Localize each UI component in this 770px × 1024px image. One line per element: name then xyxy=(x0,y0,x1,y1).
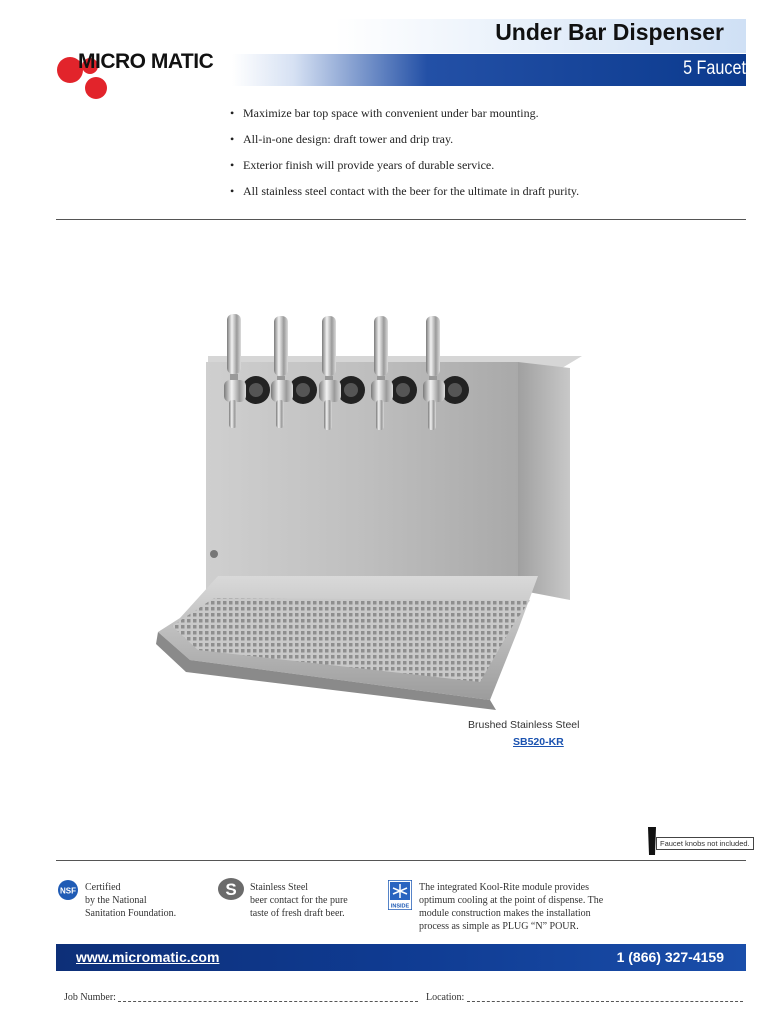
page-subtitle: 5 Faucet xyxy=(683,58,746,79)
knob-note: Faucet knobs not included. xyxy=(656,837,754,850)
dispenser-product-image xyxy=(150,300,590,710)
feature-item: • All stainless steel contact with the beer for the ultimate in draft purity. xyxy=(230,184,579,210)
certification-stainless: Stainless Steel beer contact for the pure taste of fresh draft beer. xyxy=(250,882,348,919)
faucet-knob-icon xyxy=(648,827,656,855)
svg-text:NSF: NSF xyxy=(60,886,76,896)
feature-list xyxy=(230,106,579,210)
nsf-icon xyxy=(58,880,78,900)
job-number-label: Job Number: xyxy=(64,992,116,1003)
phone-number: 1 (866) 327-4159 xyxy=(616,949,724,965)
divider xyxy=(56,219,746,220)
location-label: Location: xyxy=(426,992,465,1003)
brand-name: MICRO MATIC xyxy=(78,50,214,73)
svg-text:S: S xyxy=(225,880,237,899)
feature-item: • Maximize bar top space with convenient under bar mounting. xyxy=(230,106,579,132)
job-number-field[interactable] xyxy=(64,992,418,1003)
feature-item: • Exterior finish will provide years of durable service. xyxy=(230,158,579,184)
location-field[interactable] xyxy=(426,992,743,1003)
svg-text:INSIDE: INSIDE xyxy=(390,903,410,910)
website-link[interactable]: www.micromatic.com xyxy=(76,949,220,965)
divider xyxy=(56,860,746,861)
page-title: Under Bar Dispenser xyxy=(495,19,724,45)
job-number-blank[interactable] xyxy=(118,1001,418,1002)
certification-nsf: Certified by the National Sanitation Foundation. xyxy=(85,882,177,919)
kool-rite-inside-icon xyxy=(388,880,412,910)
finish-caption: Brushed Stainless Steel xyxy=(468,719,580,731)
stainless-s-icon xyxy=(218,878,244,900)
location-blank[interactable] xyxy=(467,1001,743,1002)
kool-rite-description: The integrated Kool-Rite module provides optimum cooling at the point of dispense. The module construction makes the installation process as simple as PLUG “N” POUR. xyxy=(419,882,604,932)
feature-item: • All-in-one design: draft tower and drip tray. xyxy=(230,132,579,158)
model-number-link[interactable]: SB520-KR xyxy=(513,736,564,748)
subtitle-band xyxy=(232,54,746,86)
